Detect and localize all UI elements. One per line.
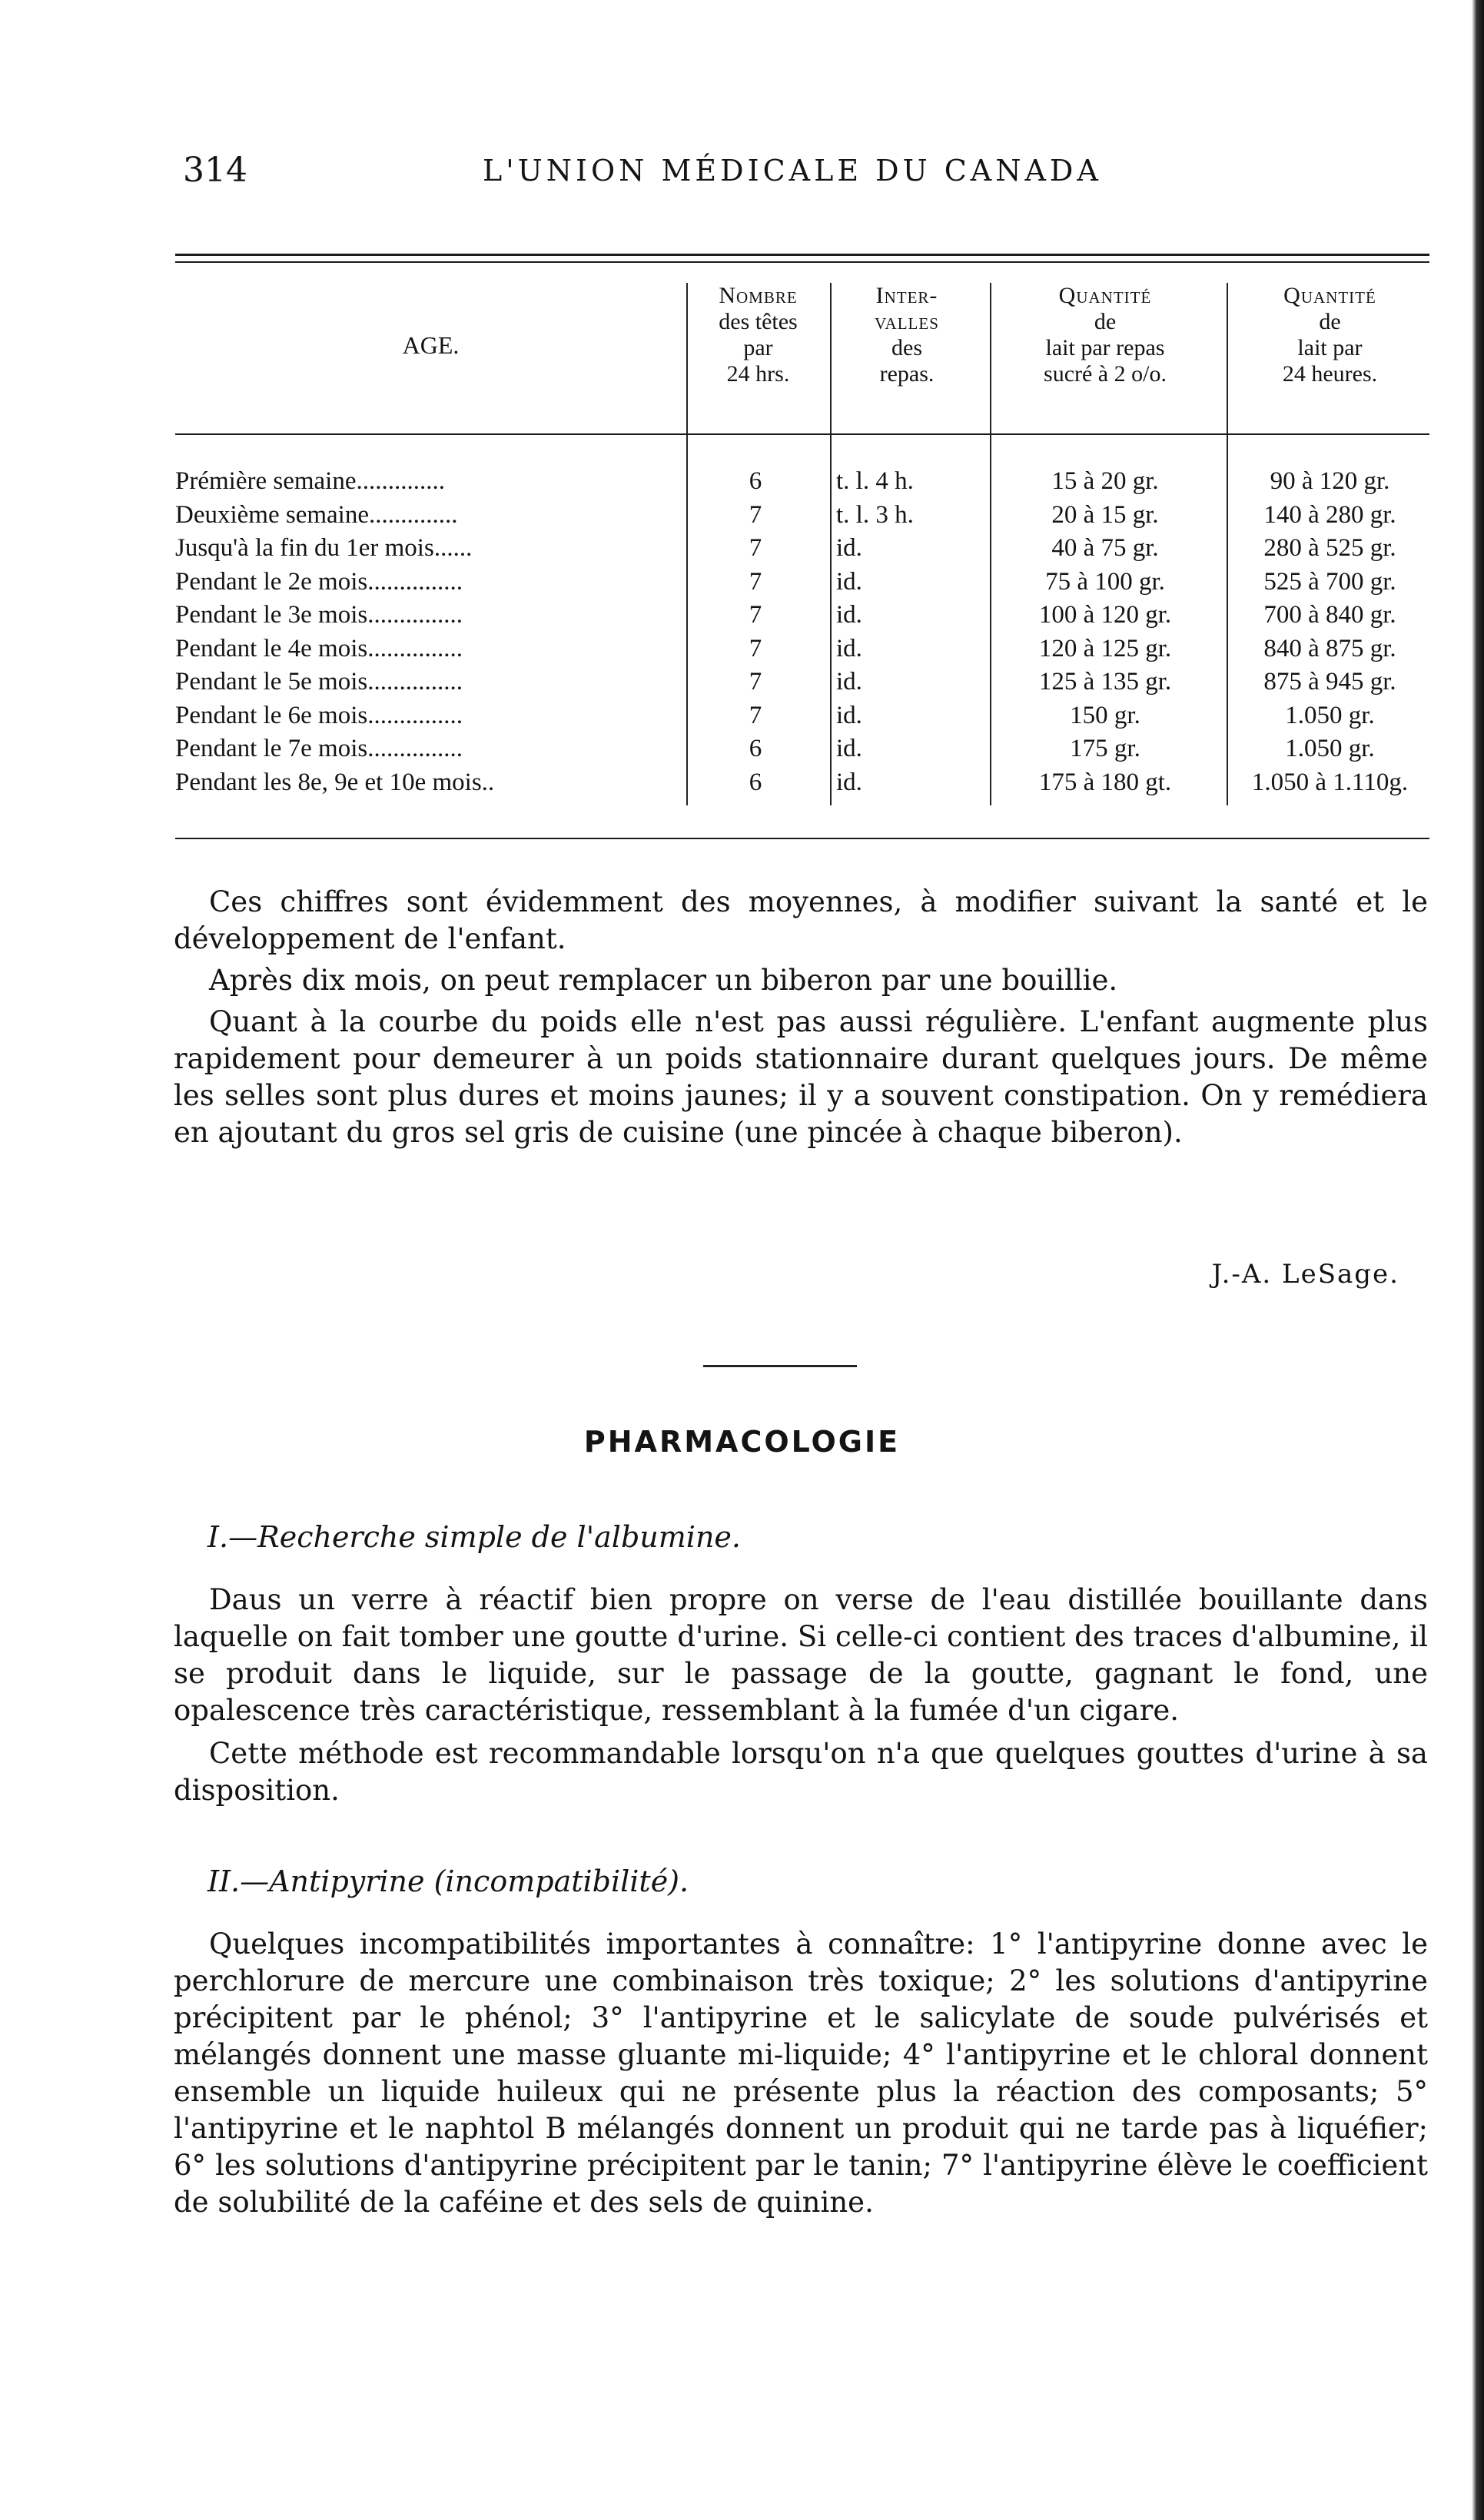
- nombre-cell: 7: [749, 567, 762, 596]
- running-head: [183, 151, 1415, 204]
- table-bottom-rule: [175, 838, 1429, 839]
- nombre-cell: 7: [749, 500, 762, 529]
- header-intervalles: Inter- valles des repas.: [875, 283, 939, 387]
- nombre-cell: 7: [749, 601, 762, 629]
- nombre-cell: 7: [749, 634, 762, 662]
- nombre-cell: 7: [749, 701, 762, 729]
- nombre-cell: 6: [749, 768, 762, 796]
- quantite-jour-cell: 875 à 945 gr.: [1263, 668, 1396, 696]
- quantite-jour-cell: 140 à 280 gr.: [1263, 500, 1396, 529]
- section-separator: [703, 1365, 857, 1367]
- table-row: [175, 666, 1428, 699]
- section-title: PHARMACOLOGIE: [583, 1425, 901, 1459]
- table-row: [175, 599, 1428, 632]
- intervalle-cell: id.: [836, 534, 862, 562]
- quantite-jour-cell: 1.050 à 1.110g.: [1251, 768, 1409, 796]
- table-row: [175, 566, 1428, 599]
- page-number: 314: [183, 151, 247, 190]
- quantite-jour-cell: 90 à 120 gr.: [1270, 467, 1390, 495]
- age-cell: Pendant le 3e mois...............: [175, 601, 463, 629]
- intervalle-cell: t. l. 4 h.: [836, 467, 914, 495]
- age-cell: Deuxième semaine..............: [175, 500, 458, 529]
- paragraph: Ces chiffres sont évidemment des moyennes, à modifier suivant la santé et le développement de l'enfant.: [174, 885, 1428, 955]
- table-body: [175, 465, 1428, 799]
- top-rule-thick: [175, 254, 1429, 256]
- table-row: [175, 465, 1428, 499]
- quantite-jour-cell: 525 à 700 gr.: [1263, 567, 1396, 596]
- feeding-table: [175, 283, 1428, 821]
- age-cell: Pendant les 8e, 9e et 10e mois..: [175, 768, 495, 796]
- age-cell: Pendant le 4e mois...............: [175, 634, 463, 662]
- quantite-jour-cell: 1.050 gr.: [1285, 701, 1375, 729]
- table-row: [175, 499, 1428, 533]
- quantite-repas-cell: 120 à 125 gr.: [1038, 634, 1172, 662]
- table-row: [175, 532, 1428, 566]
- subsection-heading-1: I.—Recherche simple de l'albumine.: [207, 1520, 741, 1554]
- nombre-cell: 7: [749, 668, 762, 696]
- header-rule: [175, 433, 1429, 435]
- quantite-jour-cell: 840 à 875 gr.: [1263, 634, 1396, 662]
- table-row: [175, 732, 1428, 766]
- intervalle-cell: id.: [836, 601, 862, 629]
- body-text-3: [174, 1926, 1428, 2221]
- age-cell: Pendant le 5e mois...............: [175, 668, 463, 696]
- intervalle-cell: id.: [836, 701, 862, 729]
- paragraph: Cette méthode est recommandable lorsqu'on n'a que quelques gouttes d'urine à sa disposition.: [174, 1737, 1428, 1807]
- paragraph: Daus un verre à réactif bien propre on verse de l'eau distillée bouillante dans laquelle on fait tomber une goutte d'urine. Si celle-ci contient des traces d'albumine, il se produit dans le liquide, sur le passage de la goutte, gagnant le fond, une opalescence très caractéristique, ressemblant à la fumée d'un cigare.: [174, 1583, 1428, 1727]
- header-quantite-repas: Quantité de lait par repas sucré à 2 o/o.: [1044, 283, 1167, 387]
- quantite-repas-cell: 40 à 75 gr.: [1051, 534, 1159, 562]
- author-signature: J.-A. LeSage.: [1211, 1259, 1399, 1290]
- quantite-repas-cell: 175 à 180 gt.: [1038, 768, 1172, 796]
- quantite-repas-cell: 20 à 15 gr.: [1051, 500, 1159, 529]
- paragraph: Quant à la courbe du poids elle n'est pas aussi régulière. L'enfant augmente plus rapidement pour demeurer à un poids stationnaire durant quelques jours. De même les selles sont plus dures et moins jaunes; il y a souvent constipation. On y remédiera en ajoutant du gros sel gris de cuisine (une pincée à chaque biberon).: [174, 1005, 1428, 1149]
- nombre-cell: 6: [749, 467, 762, 495]
- scan-edge: [1472, 0, 1484, 2520]
- quantite-repas-cell: 125 à 135 gr.: [1038, 668, 1172, 696]
- age-cell: Prémière semaine..............: [175, 467, 445, 495]
- intervalle-cell: id.: [836, 768, 862, 796]
- table-row: [175, 766, 1428, 800]
- age-cell: Jusqu'à la fin du 1er mois......: [175, 534, 473, 562]
- nombre-cell: 7: [749, 534, 762, 562]
- header-quantite-jour: Quantité de lait par 24 heures.: [1282, 283, 1378, 387]
- body-text-1: [174, 884, 1428, 1151]
- quantite-jour-cell: 1.050 gr.: [1285, 735, 1375, 762]
- header-nombre: Nombre des têtes par 24 hrs.: [719, 283, 798, 387]
- intervalle-cell: id.: [836, 634, 862, 662]
- header-age: AGE.: [402, 331, 460, 359]
- body-text-2: [174, 1582, 1428, 1809]
- quantite-repas-cell: 175 gr.: [1070, 735, 1140, 762]
- intervalle-cell: id.: [836, 567, 862, 596]
- paragraph: Après dix mois, on peut remplacer un biberon par une bouillie.: [209, 964, 1118, 997]
- intervalle-cell: id.: [836, 735, 862, 762]
- age-cell: Pendant le 2e mois...............: [175, 567, 463, 596]
- quantite-repas-cell: 75 à 100 gr.: [1045, 567, 1165, 596]
- quantite-repas-cell: 100 à 120 gr.: [1038, 601, 1172, 629]
- nombre-cell: 6: [749, 735, 762, 762]
- age-cell: Pendant le 6e mois...............: [175, 701, 463, 729]
- subsection-heading-2: II.—Antipyrine (incompatibilité).: [207, 1864, 689, 1898]
- quantite-repas-cell: 150 gr.: [1070, 701, 1140, 729]
- table-row: [175, 699, 1428, 733]
- age-cell: Pendant le 7e mois...............: [175, 735, 463, 762]
- journal-title: L'UNION MÉDICALE DU CANADA: [483, 154, 1102, 188]
- top-rule-thin: [175, 261, 1429, 263]
- intervalle-cell: t. l. 3 h.: [836, 500, 914, 529]
- paragraph: Quelques incompatibilités importantes à connaître: 1° l'antipyrine donne avec le perchlorure de mercure une combinaison très toxique; 2° les solutions d'antipyrine précipitent par le phénol; 3° l'antipyrine et le salicylate de soude pulvérisés et mélangés donnent une masse gluante mi-liquide; 4° l'antipyrine et le chloral donnent ensemble un liquide huileux qui ne présente plus la réaction des composants; 5° l'antipyrine et le naphtol B mélangés donnent un produit qui ne tarde pas à liquéfier; 6° les solutions d'antipyrine précipitent par le tanin; 7° l'antipyrine élève le coefficient de solubilité de la caféine et des sels de quinine.: [174, 1927, 1428, 2219]
- quantite-jour-cell: 700 à 840 gr.: [1263, 601, 1396, 629]
- quantite-repas-cell: 15 à 20 gr.: [1051, 467, 1159, 495]
- intervalle-cell: id.: [836, 668, 862, 696]
- table-row: [175, 632, 1428, 666]
- quantite-jour-cell: 280 à 525 gr.: [1263, 534, 1396, 562]
